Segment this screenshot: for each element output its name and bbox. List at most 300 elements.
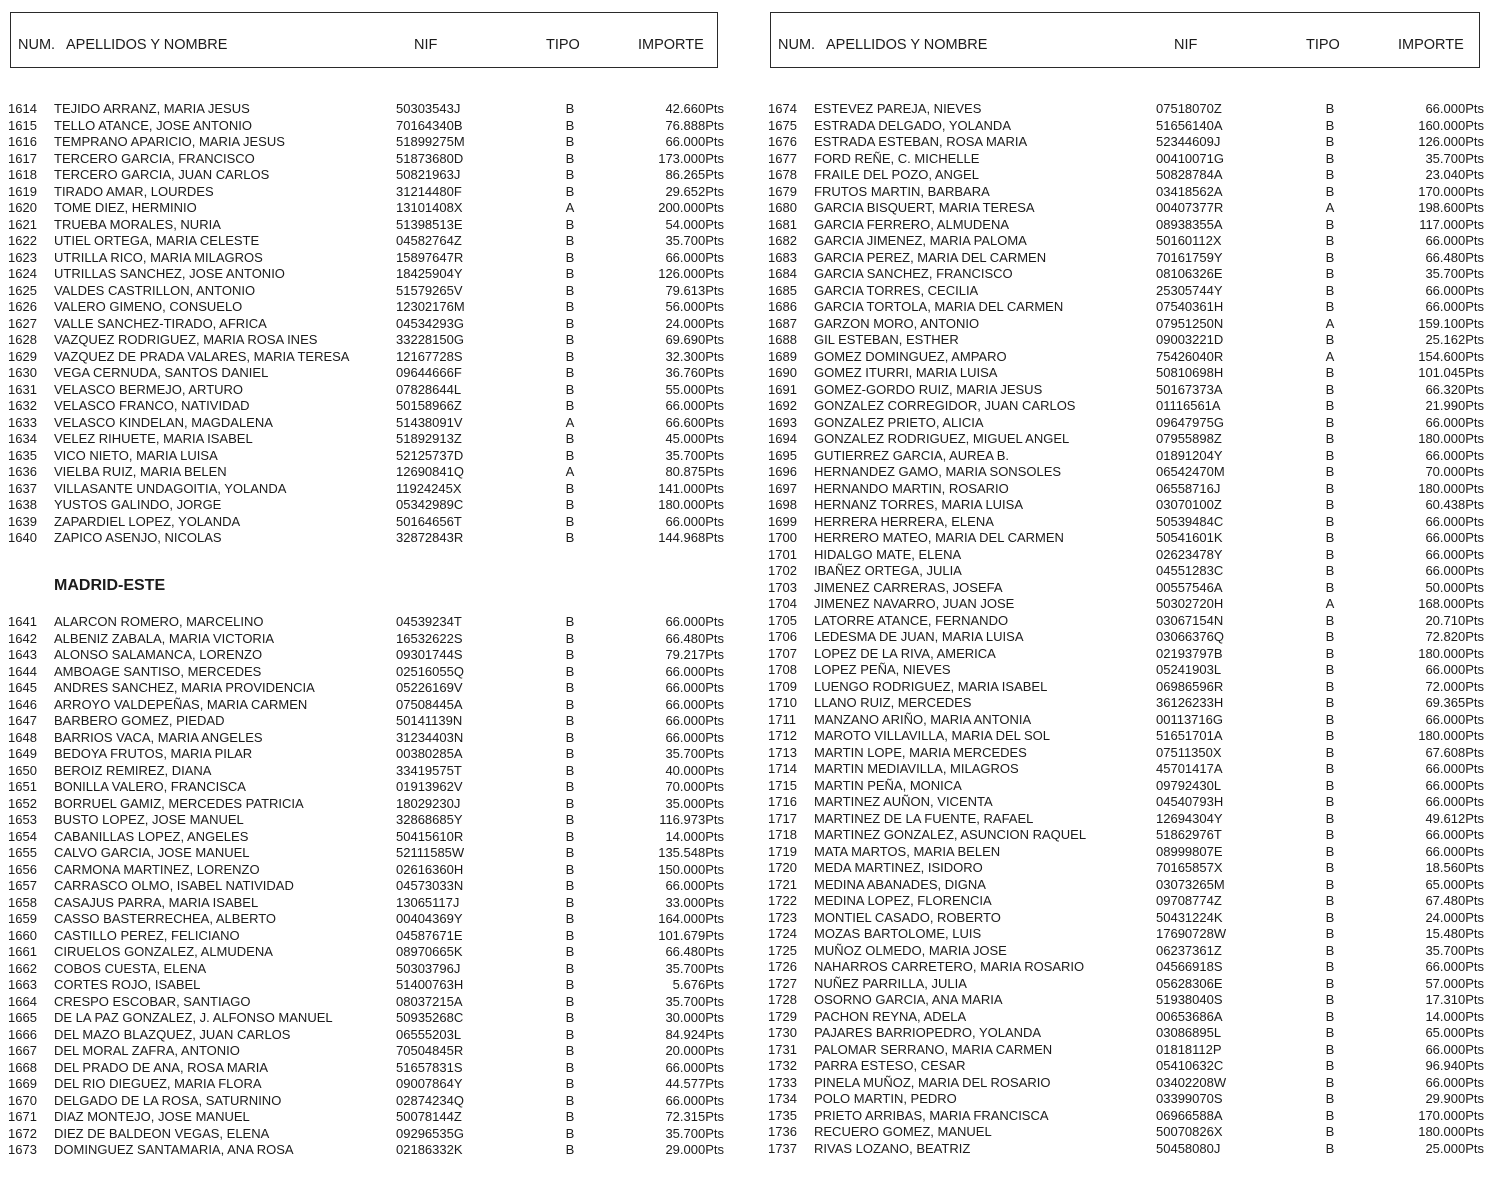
- cell-name: NUÑEZ PARRILLA, JULIA: [814, 975, 967, 991]
- cell-num: 1683: [768, 249, 797, 265]
- cell-importe: 79.217Pts: [665, 647, 724, 662]
- cell-tipo: B: [565, 1026, 575, 1042]
- cell-importe: 29.652Pts: [665, 183, 724, 199]
- cell-num: 1680: [768, 200, 797, 215]
- cell-num: 1669: [8, 1076, 37, 1091]
- cell-importe: 14.000Pts: [665, 828, 724, 844]
- cell-name: PALOMAR SERRANO, MARIA CARMEN: [814, 1041, 1053, 1057]
- cell-importe: 65.000Pts: [1425, 876, 1484, 892]
- table-row: [0, 283, 730, 300]
- cell-name: MOZAS BARTOLOME, LUIS: [814, 926, 982, 941]
- cell-name: HERNANDO MARTIN, ROSARIO: [814, 480, 1009, 496]
- cell-num: 1719: [768, 843, 797, 859]
- table-row: [0, 398, 730, 415]
- cell-num: 1615: [8, 117, 37, 133]
- cell-num: 1709: [768, 678, 797, 694]
- cell-tipo: B: [1325, 992, 1335, 1007]
- cell-importe: 180.000Pts: [658, 497, 724, 512]
- cell-name: RECUERO GOMEZ, MANUEL: [814, 1124, 992, 1139]
- cell-num: 1650: [8, 762, 37, 778]
- cell-name: MEDA MARTINEZ, ISIDORO: [814, 860, 983, 875]
- cell-nif: 50302720H: [1156, 596, 1224, 611]
- cell-tipo: B: [565, 530, 575, 545]
- cell-tipo: B: [1325, 497, 1335, 512]
- cell-importe: 17.310Pts: [1425, 992, 1484, 1007]
- cell-importe: 70.000Pts: [1425, 464, 1484, 479]
- cell-importe: 35.700Pts: [1425, 266, 1484, 281]
- table-row: [0, 332, 730, 349]
- table-row: [0, 349, 730, 366]
- cell-nif: 08999807E: [1156, 843, 1223, 859]
- cell-name: GOMEZ DOMINGUEZ, AMPARO: [814, 348, 1007, 364]
- right-column: [760, 0, 1490, 1180]
- cell-tipo: B: [565, 365, 575, 380]
- table-row: [760, 1141, 1490, 1158]
- cell-name: BARRIOS VACA, MARIA ANGELES: [54, 729, 263, 745]
- cell-importe: 126.000Pts: [658, 266, 724, 281]
- table-row: [0, 664, 730, 681]
- cell-num: 1633: [8, 414, 37, 430]
- cell-nif: 51899275M: [396, 134, 465, 149]
- header-importe: IMPORTE: [638, 37, 704, 53]
- cell-num: 1673: [8, 1142, 37, 1157]
- cell-nif: 51938040S: [1156, 992, 1223, 1007]
- cell-tipo: B: [1325, 381, 1335, 397]
- cell-tipo: B: [565, 680, 575, 695]
- cell-importe: 101.679Pts: [658, 927, 724, 943]
- cell-name: COBOS CUESTA, ELENA: [54, 960, 207, 976]
- cell-tipo: B: [565, 993, 575, 1009]
- cell-tipo: B: [1325, 447, 1335, 463]
- cell-nif: 13101408X: [396, 200, 463, 215]
- cell-num: 1643: [8, 647, 37, 662]
- cell-num: 1626: [8, 299, 37, 314]
- cell-importe: 66.000Pts: [1425, 959, 1484, 974]
- cell-nif: 08106326E: [1156, 266, 1223, 281]
- cell-num: 1705: [768, 612, 797, 628]
- cell-nif: 09792430L: [1156, 777, 1222, 793]
- cell-nif: 50158966Z: [396, 398, 462, 413]
- cell-nif: 05241903L: [1156, 662, 1222, 677]
- cell-nif: 01913962V: [396, 779, 463, 794]
- cell-name: DEL RIO DIEGUEZ, MARIA FLORA: [54, 1076, 262, 1091]
- cell-name: LLANO RUIZ, MERCEDES: [814, 695, 972, 710]
- cell-importe: 180.000Pts: [1418, 431, 1484, 446]
- cell-num: 1735: [768, 1107, 797, 1123]
- cell-tipo: B: [1325, 612, 1335, 628]
- cell-tipo: B: [1325, 563, 1335, 578]
- cell-num: 1623: [8, 249, 37, 265]
- cell-tipo: B: [1325, 777, 1335, 793]
- cell-num: 1696: [768, 464, 797, 479]
- table-row: [760, 992, 1490, 1009]
- header-importe: IMPORTE: [1398, 37, 1464, 53]
- cell-importe: 80.875Pts: [665, 464, 724, 479]
- table-row: [760, 481, 1490, 498]
- cell-tipo: B: [1325, 332, 1335, 347]
- cell-nif: 50541601K: [1156, 530, 1223, 545]
- cell-importe: 66.000Pts: [1425, 299, 1484, 314]
- cell-nif: 07508445A: [396, 696, 463, 712]
- cell-importe: 76.888Pts: [665, 117, 724, 133]
- cell-importe: 180.000Pts: [1418, 480, 1484, 496]
- table-row: [760, 497, 1490, 514]
- header-tipo: TIPO: [1306, 37, 1340, 53]
- cell-tipo: B: [565, 795, 575, 811]
- cell-num: 1635: [8, 447, 37, 463]
- cell-num: 1661: [8, 944, 37, 959]
- cell-name: HIDALGO MATE, ELENA: [814, 546, 962, 562]
- table-row: [760, 794, 1490, 811]
- cell-tipo: A: [565, 200, 575, 215]
- cell-tipo: B: [1325, 728, 1335, 743]
- cell-num: 1665: [8, 1010, 37, 1025]
- cell-name: ALARCON ROMERO, MARCELINO: [54, 614, 264, 629]
- section-heading: MADRID-ESTE: [54, 577, 166, 594]
- cell-nif: 50828784A: [1156, 167, 1223, 182]
- cell-importe: 66.000Pts: [1425, 761, 1484, 776]
- cell-nif: 05342989C: [396, 497, 464, 512]
- cell-num: 1653: [8, 812, 37, 827]
- cell-name: VEGA CERNUDA, SANTOS DANIEL: [54, 365, 269, 380]
- table-row: [0, 1060, 730, 1077]
- cell-tipo: B: [1325, 249, 1335, 265]
- cell-nif: 03399070S: [1156, 1091, 1223, 1106]
- cell-tipo: B: [1325, 1058, 1335, 1073]
- table-row: [760, 1091, 1490, 1108]
- cell-num: 1697: [768, 480, 797, 496]
- cell-tipo: B: [565, 762, 575, 778]
- cell-tipo: B: [1325, 167, 1335, 182]
- cell-tipo: B: [1325, 893, 1335, 908]
- table-row: [0, 878, 730, 895]
- cell-tipo: B: [565, 911, 575, 926]
- cell-name: GONZALEZ CORREGIDOR, JUAN CARLOS: [814, 398, 1076, 413]
- cell-nif: 50303796J: [396, 960, 461, 976]
- cell-name: MUÑOZ OLMEDO, MARIA JOSE: [814, 942, 1007, 958]
- table-row: [760, 448, 1490, 465]
- cell-nif: 02874234Q: [396, 1092, 464, 1108]
- cell-name: VILLASANTE UNDAGOITIA, YOLANDA: [54, 480, 287, 496]
- cell-importe: 65.000Pts: [1425, 1025, 1484, 1040]
- cell-name: BARBERO GOMEZ, PIEDAD: [54, 713, 225, 728]
- table-row: [0, 763, 730, 780]
- cell-importe: 35.700Pts: [665, 1125, 724, 1141]
- table-row: [760, 415, 1490, 432]
- cell-importe: 66.480Pts: [1425, 249, 1484, 265]
- cell-name: CABANILLAS LOPEZ, ANGELES: [54, 828, 249, 844]
- cell-tipo: B: [1325, 678, 1335, 694]
- cell-name: GARCIA JIMENEZ, MARIA PALOMA: [814, 233, 1027, 248]
- cell-nif: 18425904Y: [396, 266, 463, 281]
- cell-num: 1671: [8, 1109, 37, 1124]
- cell-num: 1727: [768, 975, 797, 991]
- cell-nif: 51862976T: [1156, 827, 1222, 842]
- cell-num: 1707: [768, 645, 797, 661]
- cell-nif: 01891204Y: [1156, 447, 1223, 463]
- cell-num: 1725: [768, 942, 797, 958]
- cell-name: AMBOAGE SANTISO, MERCEDES: [54, 663, 262, 679]
- cell-importe: 180.000Pts: [1418, 1124, 1484, 1139]
- cell-nif: 03418562A: [1156, 183, 1223, 199]
- table-row: [0, 481, 730, 498]
- cell-importe: 14.000Pts: [1425, 1008, 1484, 1024]
- cell-name: BUSTO LOPEZ, JOSE MANUEL: [54, 812, 244, 827]
- cell-num: 1702: [768, 563, 797, 578]
- cell-num: 1632: [8, 398, 37, 413]
- cell-name: GOMEZ-GORDO RUIZ, MARIA JESUS: [814, 381, 1043, 397]
- cell-tipo: B: [565, 1076, 575, 1091]
- cell-importe: 84.924Pts: [665, 1026, 724, 1042]
- table-row: [0, 365, 730, 382]
- cell-nif: 09301744S: [396, 647, 463, 662]
- cell-importe: 49.612Pts: [1425, 810, 1484, 826]
- cell-num: 1672: [8, 1125, 37, 1141]
- cell-tipo: B: [1325, 629, 1335, 644]
- table-row: [760, 580, 1490, 597]
- cell-importe: 42.660Pts: [665, 101, 724, 116]
- cell-num: 1676: [768, 134, 797, 149]
- cell-nif: 52125737D: [396, 447, 464, 463]
- cell-name: ANDRES SANCHEZ, MARIA PROVIDENCIA: [54, 680, 315, 695]
- cell-num: 1723: [768, 909, 797, 925]
- cell-importe: 66.000Pts: [1425, 777, 1484, 793]
- table-row: [760, 431, 1490, 448]
- cell-num: 1677: [768, 150, 797, 166]
- cell-num: 1649: [8, 746, 37, 761]
- cell-name: ZAPICO ASENJO, NICOLAS: [54, 530, 222, 545]
- cell-name: LEDESMA DE JUAN, MARIA LUISA: [814, 629, 1024, 644]
- table-row: [0, 151, 730, 168]
- cell-importe: 50.000Pts: [1425, 579, 1484, 595]
- cell-name: LOPEZ PEÑA, NIEVES: [814, 662, 951, 677]
- cell-tipo: B: [1325, 216, 1335, 232]
- cell-tipo: B: [565, 431, 575, 446]
- cell-tipo: B: [1325, 101, 1335, 116]
- cell-name: VAZQUEZ RODRIGUEZ, MARIA ROSA INES: [54, 332, 318, 347]
- cell-importe: 141.000Pts: [658, 480, 724, 496]
- cell-nif: 03402208W: [1156, 1074, 1227, 1090]
- cell-nif: 04566918S: [1156, 959, 1223, 974]
- cell-importe: 5.676Pts: [672, 977, 724, 992]
- cell-name: DIAZ MONTEJO, JOSE MANUEL: [54, 1109, 250, 1124]
- cell-tipo: B: [565, 1010, 575, 1025]
- table-row: [760, 959, 1490, 976]
- cell-tipo: B: [565, 183, 575, 199]
- cell-importe: 21.990Pts: [1425, 398, 1484, 413]
- cell-nif: 00410071G: [1156, 150, 1224, 166]
- cell-importe: 150.000Pts: [658, 861, 724, 877]
- cell-tipo: B: [565, 216, 575, 232]
- cell-num: 1640: [8, 530, 37, 545]
- cell-num: 1721: [768, 876, 797, 892]
- table-row: [0, 1093, 730, 1110]
- cell-num: 1658: [8, 894, 37, 910]
- cell-name: GONZALEZ PRIETO, ALICIA: [814, 414, 984, 430]
- cell-nif: 04582764Z: [396, 233, 462, 248]
- cell-name: JIMENEZ NAVARRO, JUAN JOSE: [814, 596, 1015, 611]
- cell-tipo: B: [565, 299, 575, 314]
- cell-num: 1695: [768, 447, 797, 463]
- cell-nif: 16532622S: [396, 630, 463, 646]
- cell-nif: 51656140A: [1156, 117, 1223, 133]
- cell-name: MARTIN LOPE, MARIA MERCEDES: [814, 744, 1027, 760]
- cell-importe: 168.000Pts: [1418, 596, 1484, 611]
- table-row: [0, 994, 730, 1011]
- cell-tipo: B: [1325, 579, 1335, 595]
- table-row: [760, 712, 1490, 729]
- cell-nif: 18029230J: [396, 795, 461, 811]
- cell-nif: 07540361H: [1156, 299, 1224, 314]
- cell-importe: 70.000Pts: [665, 779, 724, 794]
- table-row: [760, 943, 1490, 960]
- cell-tipo: B: [1325, 975, 1335, 991]
- cell-importe: 35.700Pts: [665, 447, 724, 463]
- cell-num: 1691: [768, 381, 797, 397]
- cell-nif: 03066376Q: [1156, 629, 1224, 644]
- cell-tipo: B: [565, 117, 575, 133]
- cell-num: 1710: [768, 695, 797, 710]
- cell-tipo: B: [1325, 1091, 1335, 1106]
- cell-tipo: B: [565, 398, 575, 413]
- cell-name: FRAILE DEL POZO, ANGEL: [814, 167, 979, 182]
- cell-nif: 52344609J: [1156, 134, 1221, 149]
- cell-num: 1732: [768, 1058, 797, 1073]
- table-row: [760, 332, 1490, 349]
- table-row: [0, 266, 730, 283]
- cell-tipo: B: [1325, 1140, 1335, 1156]
- table-row: [760, 1025, 1490, 1042]
- table-row: [0, 1142, 730, 1159]
- cell-importe: 44.577Pts: [665, 1076, 724, 1091]
- cell-tipo: B: [565, 381, 575, 397]
- cell-tipo: B: [565, 348, 575, 364]
- table-row: [0, 829, 730, 846]
- table-row: [0, 1076, 730, 1093]
- cell-importe: 67.480Pts: [1425, 893, 1484, 908]
- cell-name: ESTRADA ESTEBAN, ROSA MARIA: [814, 134, 1028, 149]
- cell-num: 1729: [768, 1008, 797, 1024]
- cell-name: TIRADO AMAR, LOURDES: [54, 183, 214, 199]
- cell-nif: 45701417A: [1156, 761, 1223, 776]
- table-row: [0, 631, 730, 648]
- cell-num: 1711: [768, 711, 796, 727]
- cell-importe: 67.608Pts: [1425, 744, 1484, 760]
- cell-name: MAROTO VILLAVILLA, MARIA DEL SOL: [814, 728, 1051, 743]
- table-row: [760, 283, 1490, 300]
- table-row: [760, 976, 1490, 993]
- cell-nif: 07828644L: [396, 381, 462, 397]
- cell-importe: 45.000Pts: [665, 431, 724, 446]
- cell-nif: 12694304Y: [1156, 810, 1223, 826]
- cell-nif: 31234403N: [396, 729, 464, 745]
- cell-tipo: B: [1325, 414, 1335, 430]
- cell-name: ARROYO VALDEPEÑAS, MARIA CARMEN: [54, 696, 308, 712]
- cell-nif: 25305744Y: [1156, 282, 1223, 298]
- table-row: [760, 844, 1490, 861]
- cell-importe: 35.700Pts: [665, 233, 724, 248]
- table-row: [0, 614, 730, 631]
- cell-name: LATORRE ATANCE, FERNANDO: [814, 612, 1009, 628]
- cell-tipo: B: [1325, 909, 1335, 925]
- cell-num: 1652: [8, 795, 37, 811]
- cell-num: 1733: [768, 1074, 797, 1090]
- cell-name: CARMONA MARTINEZ, LORENZO: [54, 861, 260, 877]
- table-row: [760, 118, 1490, 135]
- cell-nif: 51400763H: [396, 977, 464, 992]
- cell-name: UTIEL ORTEGA, MARIA CELESTE: [54, 233, 260, 248]
- cell-nif: 09647975G: [1156, 414, 1224, 430]
- cell-name: GARCIA PEREZ, MARIA DEL CARMEN: [814, 249, 1047, 265]
- cell-importe: 35.700Pts: [665, 993, 724, 1009]
- table-row: [760, 1042, 1490, 1059]
- cell-importe: 57.000Pts: [1425, 975, 1484, 991]
- cell-num: 1712: [768, 728, 797, 743]
- cell-name: DOMINGUEZ SANTAMARIA, ANA ROSA: [54, 1142, 294, 1157]
- cell-tipo: B: [565, 1109, 575, 1124]
- cell-tipo: B: [565, 332, 575, 347]
- cell-nif: 50821963J: [396, 167, 461, 182]
- cell-tipo: B: [565, 480, 575, 496]
- cell-importe: 29.900Pts: [1425, 1091, 1484, 1106]
- cell-name: CASAJUS PARRA, MARIA ISABEL: [54, 894, 259, 910]
- cell-tipo: B: [1325, 480, 1335, 496]
- cell-importe: 35.700Pts: [1425, 942, 1484, 958]
- cell-nif: 03067154N: [1156, 612, 1224, 628]
- cell-importe: 66.000Pts: [665, 663, 724, 679]
- cell-nif: 50935268C: [396, 1010, 464, 1025]
- cell-tipo: B: [565, 266, 575, 281]
- cell-name: CIRUELOS GONZALEZ, ALMUDENA: [54, 944, 273, 959]
- cell-nif: 12690841Q: [396, 464, 464, 479]
- cell-importe: 35.700Pts: [1425, 150, 1484, 166]
- cell-importe: 101.045Pts: [1418, 365, 1484, 380]
- cell-importe: 66.000Pts: [665, 249, 724, 265]
- cell-importe: 126.000Pts: [1418, 134, 1484, 149]
- cell-tipo: B: [1325, 431, 1335, 446]
- cell-tipo: B: [1325, 843, 1335, 859]
- cell-tipo: B: [1325, 117, 1335, 133]
- cell-tipo: B: [565, 1043, 575, 1058]
- cell-importe: 154.600Pts: [1418, 348, 1484, 364]
- cell-num: 1699: [768, 513, 797, 529]
- cell-tipo: B: [1325, 959, 1335, 974]
- header-tipo: TIPO: [546, 37, 580, 53]
- cell-num: 1718: [768, 827, 797, 842]
- cell-name: MARTIN PEÑA, MONICA: [814, 777, 962, 793]
- cell-num: 1637: [8, 480, 37, 496]
- table-row: [760, 514, 1490, 531]
- cell-nif: 06966588A: [1156, 1107, 1223, 1123]
- cell-tipo: B: [565, 630, 575, 646]
- cell-name: PARRA ESTESO, CESAR: [814, 1058, 966, 1073]
- table-row: [0, 250, 730, 267]
- cell-num: 1730: [768, 1025, 797, 1040]
- cell-name: VIELBA RUIZ, MARIA BELEN: [54, 464, 227, 479]
- cell-nif: 07951250N: [1156, 315, 1224, 331]
- cell-num: 1703: [768, 579, 797, 595]
- cell-tipo: B: [1325, 942, 1335, 958]
- cell-tipo: B: [1325, 827, 1335, 842]
- cell-tipo: B: [1325, 134, 1335, 149]
- table-row: [0, 895, 730, 912]
- table-row: [760, 299, 1490, 316]
- table-row: [0, 415, 730, 432]
- cell-importe: 69.690Pts: [665, 332, 724, 347]
- cell-tipo: B: [565, 729, 575, 745]
- cell-importe: 66.000Pts: [1425, 282, 1484, 298]
- table-row: [760, 893, 1490, 910]
